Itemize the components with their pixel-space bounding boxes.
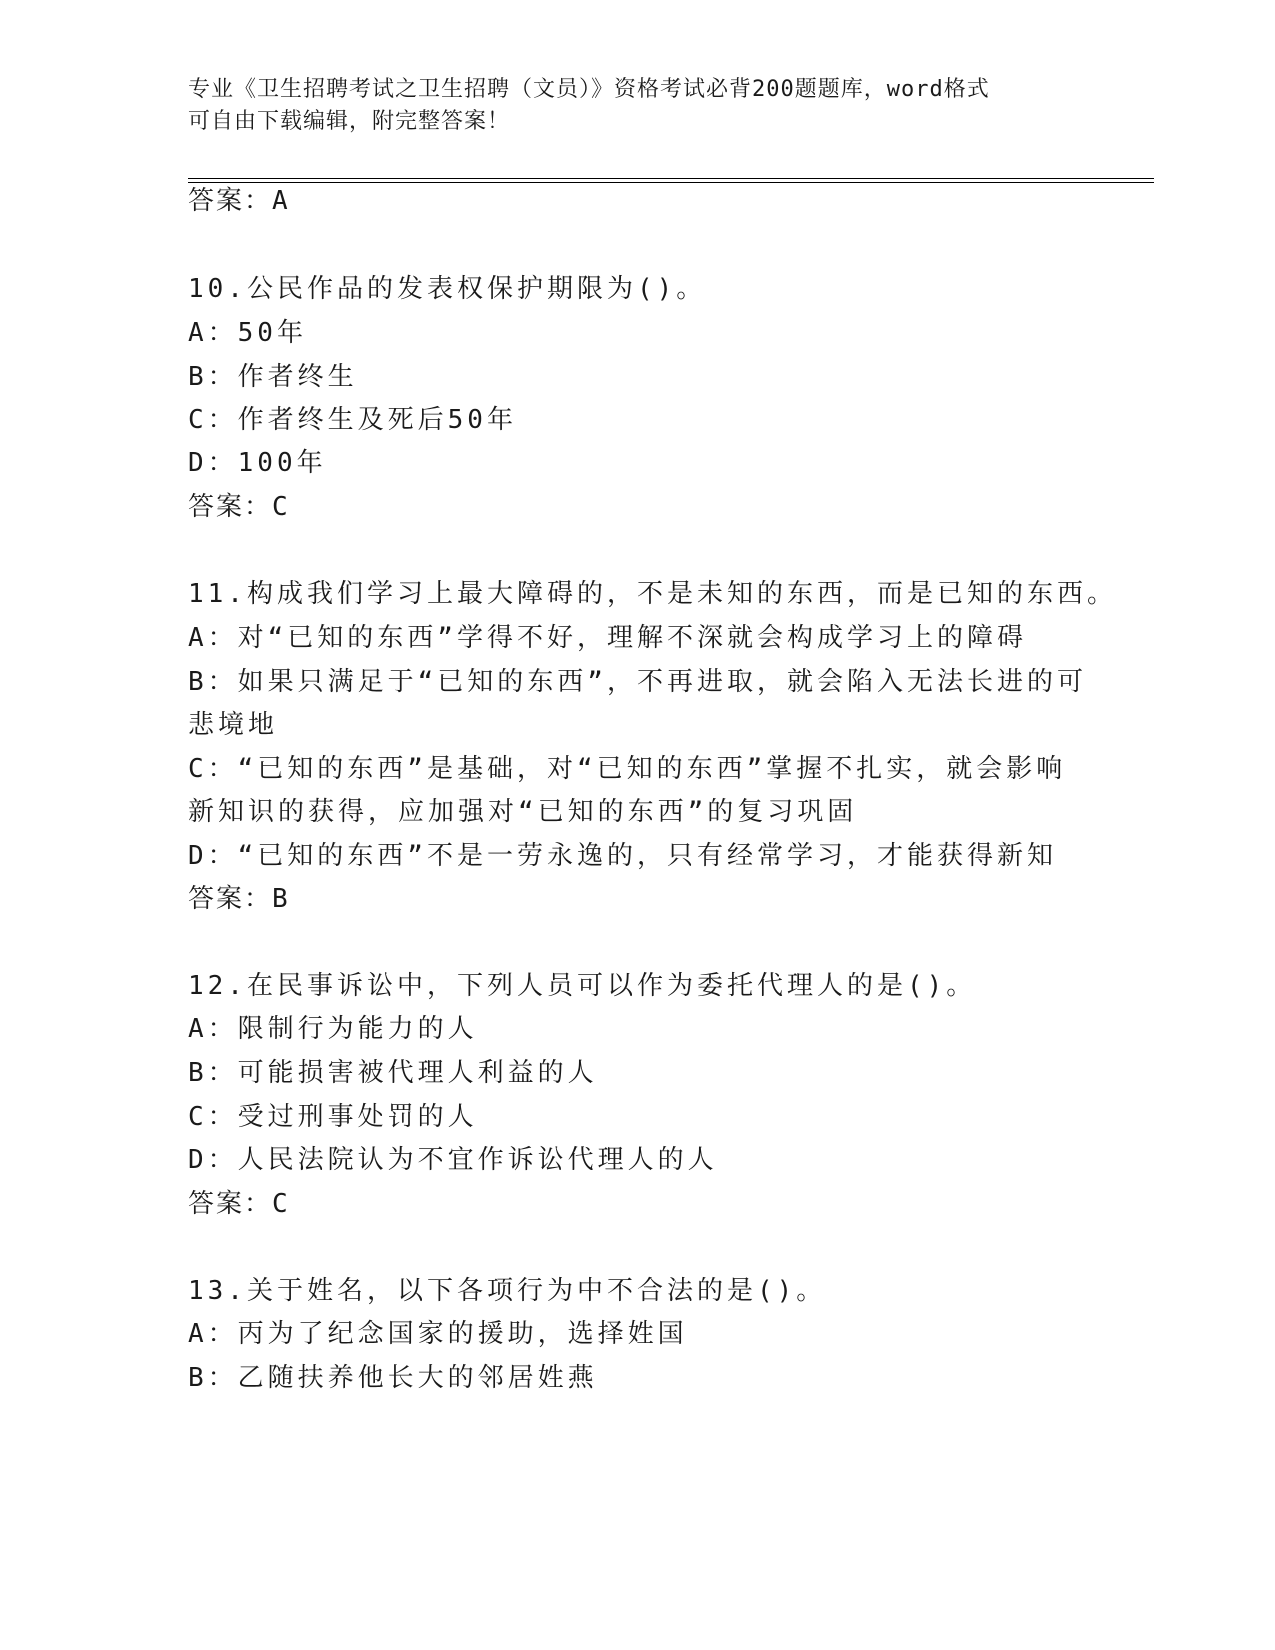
- answer-line: [188, 1187, 290, 1221]
- answer-value: C: [272, 492, 290, 522]
- question-stem: 13.关于姓名，以下各项行为中不合法的是()。: [188, 1276, 827, 1306]
- header-line-1: 专业《卫生招聘考试之卫生招聘（文员）》资格考试必背200题题库，word格式: [188, 77, 990, 102]
- answer-label: 答案：: [188, 1189, 273, 1219]
- header-rule-bottom: [188, 182, 1154, 183]
- option-d: D：100年: [188, 448, 327, 478]
- answer-label: 答案：: [188, 186, 273, 216]
- option-b-continued: 悲境地: [188, 710, 279, 740]
- question-stem: 10.公民作品的发表权保护期限为()。: [188, 274, 707, 304]
- question-stem: 12.在民事诉讼中，下列人员可以作为委托代理人的是()。: [188, 971, 977, 1001]
- option-b: B：作者终生: [188, 362, 358, 392]
- answer-value: A: [272, 186, 290, 216]
- answer-line: [188, 490, 290, 524]
- answer-label: 答案：: [188, 492, 273, 522]
- answer-line: [188, 882, 290, 916]
- answer-value: B: [272, 884, 290, 914]
- answer-value: C: [272, 1189, 290, 1219]
- question-stem: 11.构成我们学习上最大障碍的，不是未知的东西，而是已知的东西。: [188, 579, 1117, 609]
- header-line-2: 可自由下载编辑，附完整答案！: [188, 109, 511, 134]
- option-c-continued: 新知识的获得，应加强对“已知的东西”的复习巩固: [188, 797, 858, 827]
- header-rule-top: [188, 178, 1154, 179]
- option-c: C：受过刑事处罚的人: [188, 1102, 478, 1132]
- option-b: B：可能损害被代理人利益的人: [188, 1058, 598, 1088]
- option-d: D：“已知的东西”不是一劳永逸的，只有经常学习，才能获得新知: [188, 841, 1057, 871]
- option-a: A：50年: [188, 318, 307, 348]
- option-a: A：丙为了纪念国家的援助，选择姓国: [188, 1319, 688, 1349]
- option-c: C：“已知的东西”是基础，对“已知的东西”掌握不扎实，就会影响: [188, 754, 1067, 784]
- option-a: A：对“已知的东西”学得不好，理解不深就会构成学习上的障碍: [188, 623, 1027, 653]
- document-header: [188, 74, 1068, 138]
- option-d: D：人民法院认为不宜作诉讼代理人的人: [188, 1145, 718, 1175]
- option-b: B：如果只满足于“已知的东西”，不再进取，就会陷入无法长进的可: [188, 667, 1087, 697]
- option-c: C：作者终生及死后50年: [188, 405, 517, 435]
- answer-line: [188, 184, 290, 218]
- option-b: B：乙随扶养他长大的邻居姓燕: [188, 1363, 598, 1393]
- option-a: A：限制行为能力的人: [188, 1014, 478, 1044]
- answer-label: 答案：: [188, 884, 273, 914]
